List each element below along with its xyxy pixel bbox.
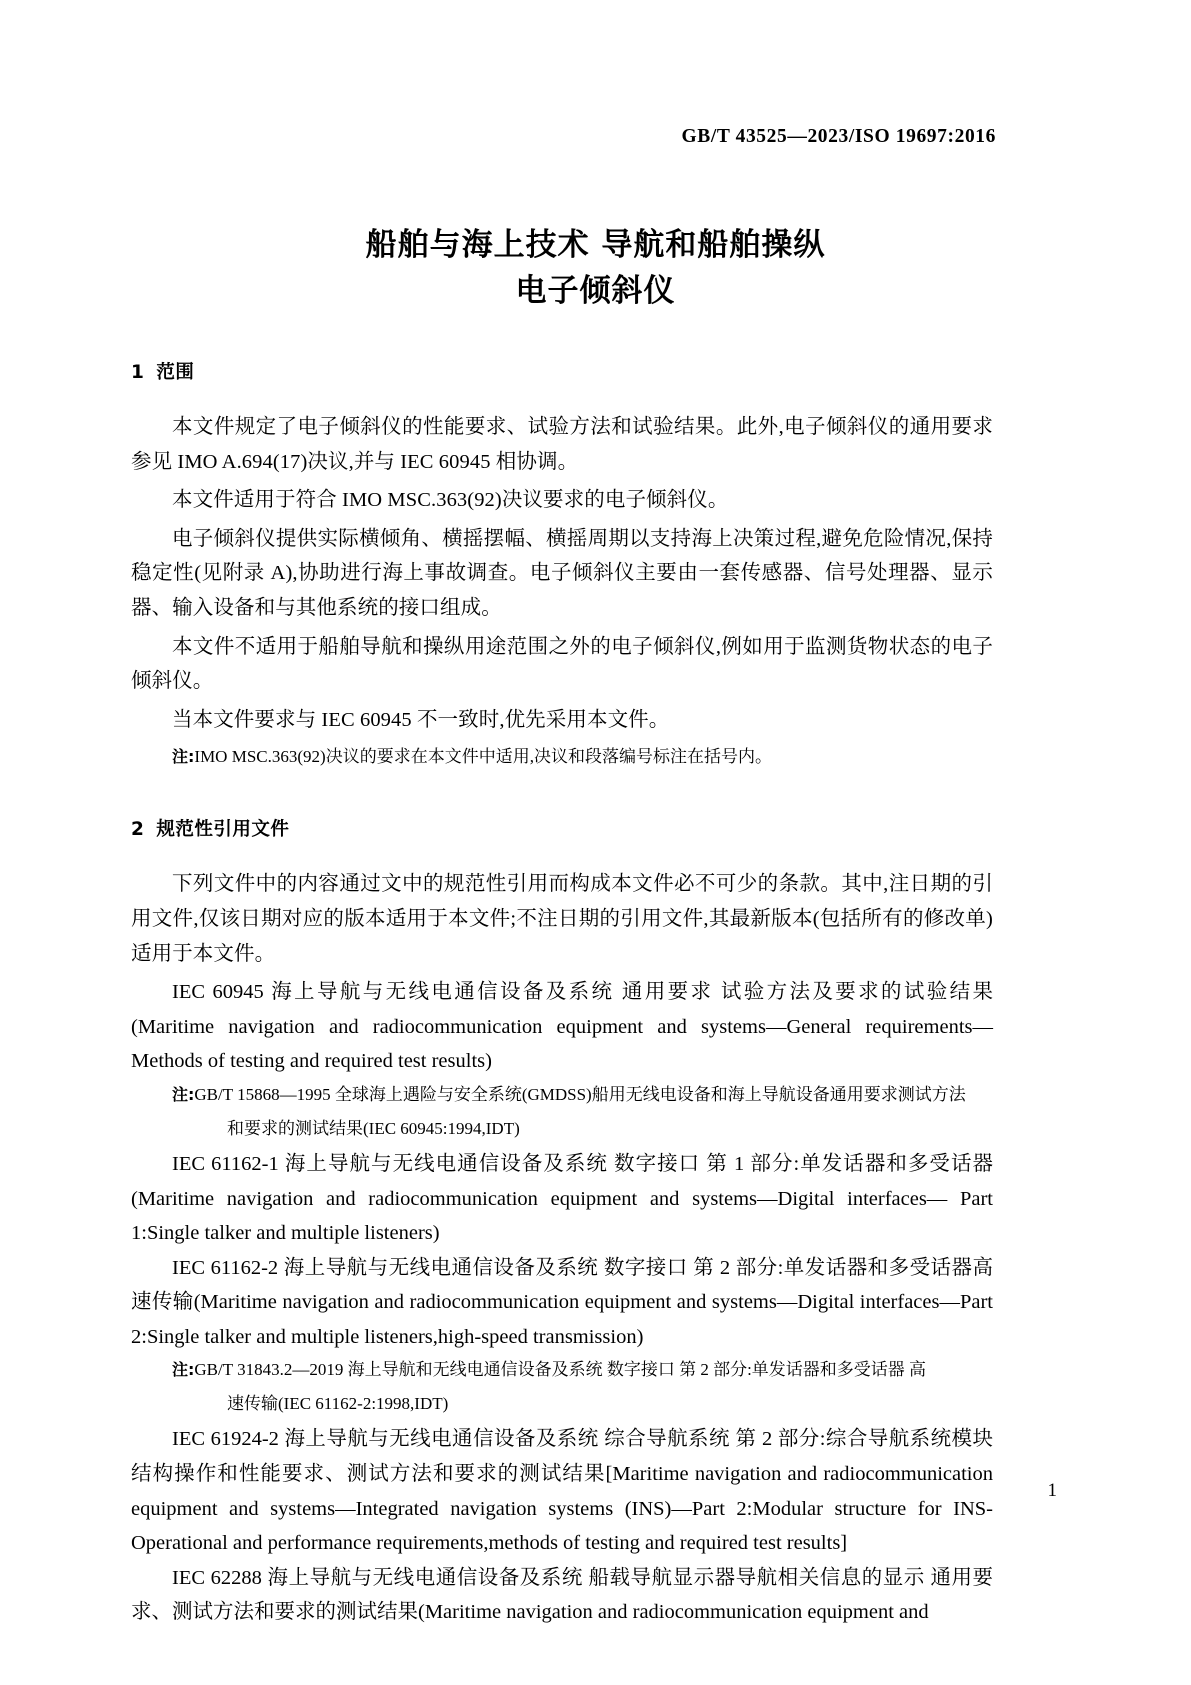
note-text-iec-60945: GB/T 15868—1995 全球海上遇险与安全系统(GMDSS)船用无线电设备和海上导航设备通用要求测试方法 bbox=[194, 1084, 966, 1104]
reference-iec-60945: IEC 60945 海上导航与无线电通信设备及系统 通用要求 试验方法及要求的试验结果(Maritime navigation and radiocommunication equipment and systems—General requirements—Methods of testing and required test results) bbox=[131, 981, 993, 1073]
section-heading-1 bbox=[131, 358, 993, 384]
note-scope bbox=[131, 741, 993, 772]
paragraph-scope-5: 当本文件要求与 IEC 60945 不一致时,优先采用本文件。 bbox=[172, 708, 670, 731]
note-cont-iec-61162-2: 速传输(IEC 61162-2:1998,IDT) bbox=[227, 1394, 449, 1414]
section-heading-2 bbox=[131, 815, 993, 841]
paragraph-scope-3: 电子倾斜仪提供实际横倾角、横摇摆幅、横摇周期以支持海上决策过程,避免危险情况,保持稳定性(见附录 A),协助进行海上事故调查。电子倾斜仪主要由一套传感器、信号处理器、显示器、输入设备和与其他系统的接口组成。 bbox=[131, 527, 993, 619]
note-label-iec-60945: 注: bbox=[172, 1084, 195, 1104]
section-title-1: 范围 bbox=[156, 362, 195, 383]
section-number-1: 1 bbox=[131, 362, 145, 383]
paragraph-scope-4: 本文件不适用于船舶导航和操纵用途范围之外的电子倾斜仪,例如用于监测货物状态的电子倾斜仪。 bbox=[131, 635, 993, 693]
reference-iec-62288: IEC 62288 海上导航与无线电通信设备及系统 船载导航显示器导航相关信息的显示 通用要求、测试方法和要求的测试结果(Maritime navigation and radiocommunication equipment and bbox=[131, 1566, 993, 1624]
document-title bbox=[0, 222, 1191, 314]
paragraph-normative-intro: 下列文件中的内容通过文中的规范性引用而构成本文件必不可少的条款。其中,注日期的引用文件,仅该日期对应的版本适用于本文件;不注日期的引用文件,其最新版本(包括所有的修改单)适用于本文件。 bbox=[131, 873, 993, 965]
section-title-2: 规范性引用文件 bbox=[156, 819, 290, 841]
document-title-line1: 船舶与海上技术 导航和船舶操纵 bbox=[365, 227, 826, 263]
document-title-line2: 电子倾斜仪 bbox=[515, 273, 676, 309]
note-cont-iec-60945: 和要求的测试结果(IEC 60945:1994,IDT) bbox=[227, 1118, 520, 1138]
running-header-standard-code: GB/T 43525—2023/ISO 19697:2016 bbox=[681, 126, 996, 147]
reference-iec-61162-1: IEC 61162-1 海上导航与无线电通信设备及系统 数字接口 第 1 部分:单发话器和多受话器(Maritime navigation and radiocommunication equipment and systems—Digital interfaces— Part 1:Single talker and multiple listeners) bbox=[131, 1152, 993, 1245]
page-number: 1 bbox=[1047, 1480, 1057, 1501]
note-label-iec-61162-2: 注: bbox=[172, 1360, 195, 1380]
section-spacer bbox=[131, 775, 993, 815]
paragraph-scope-1: 本文件规定了电子倾斜仪的性能要求、试验方法和试验结果。此外,电子倾斜仪的通用要求参见 IMO A.694(17)决议,并与 IEC 60945 相协调。 bbox=[131, 416, 993, 473]
note-text-scope: IMO MSC.363(92)决议的要求在本文件中适用,决议和段落编号标注在括号内。 bbox=[194, 747, 772, 767]
section-number-2: 2 bbox=[131, 819, 145, 841]
note-iec-60945 bbox=[131, 1079, 993, 1110]
document-body bbox=[131, 358, 993, 1630]
note-label-scope: 注: bbox=[172, 747, 195, 767]
note-text-iec-61162-2: GB/T 31843.2—2019 海上导航和无线电通信设备及系统 数字接口 第 2 部分:单发话器和多受话器 高 bbox=[194, 1360, 927, 1380]
reference-iec-61924-2: IEC 61924-2 海上导航与无线电通信设备及系统 综合导航系统 第 2 部分:综合导航系统模块结构操作和性能要求、测试方法和要求的测试结果[Maritime navigation and radiocommunication equipment and systems—Integrated navigation systems (INS)—Part 2:Modular structure for INS-Operational and performance requirements,methods of testing and required test results] bbox=[131, 1428, 993, 1555]
note-iec-61162-2 bbox=[131, 1354, 993, 1385]
paragraph-scope-2: 本文件适用于符合 IMO MSC.363(92)决议要求的电子倾斜仪。 bbox=[172, 489, 729, 512]
reference-iec-61162-2: IEC 61162-2 海上导航与无线电通信设备及系统 数字接口 第 2 部分:单发话器和多受话器高速传输(Maritime navigation and radiocommunication equipment and systems—Digital interfaces—Part 2:Single talker and multiple listeners,high-speed transmission) bbox=[131, 1256, 993, 1348]
